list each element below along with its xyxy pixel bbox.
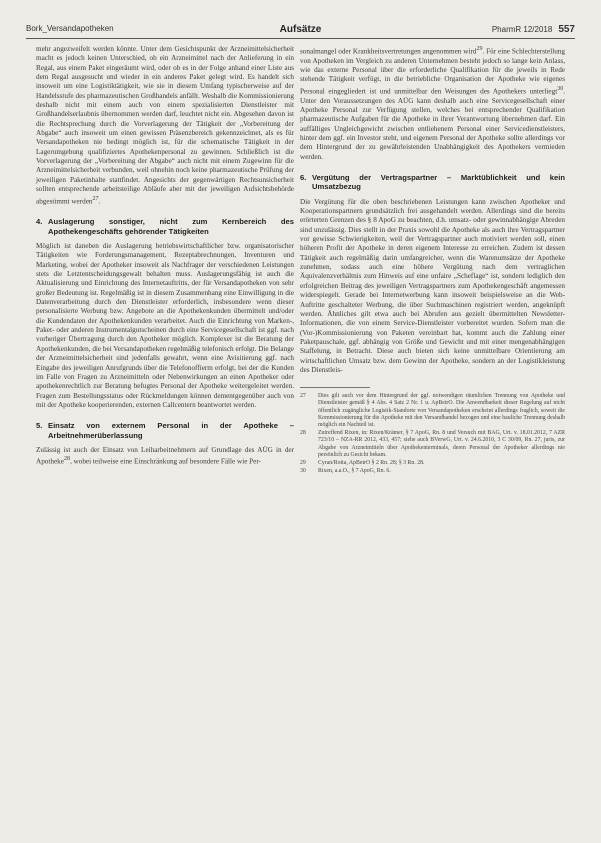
- footnote-number: 30: [300, 468, 306, 475]
- header-rule: [26, 38, 575, 39]
- footnote: [300, 468, 565, 475]
- footnote-text: Rixen, a.a.O., § 7 ApoG, Rn. 6.: [318, 468, 391, 475]
- section-heading-6: [300, 173, 565, 192]
- paragraph: [300, 45, 565, 162]
- right-column: [300, 45, 565, 476]
- footnote-number: 29: [300, 460, 306, 467]
- footnote-ref[interactable]: 27: [92, 195, 99, 202]
- section-heading-5: [36, 421, 294, 440]
- footnote-number: 27: [300, 393, 306, 400]
- paragraph: Die Vergütung für die oben beschriebenen Leistungen kann zwischen Apotheker und Kooperationspartnern grundsätzlich frei ausgehandelt werden. Allerdings sind die bereits erörterten Grenzen des § 8 ApoG zu beachten, d.h. umsatz- oder gewinnabhängige Abreden sind unzulässig. Dies stellt in der Praxis sowohl die Apotheke als auch ihre Vertragspartner vor gewisse Schwierigkeiten, weil der Vertragspartner auch motiviert werden soll, einen höheren Profit der Apotheke in deren eigenem Interesse zu erreichen. Zudem ist dessen Tätigkeit auch regelmäßig darin umfangreicher, wenn die Warenumsätze der Apotheke zunehmen, sodass auch eine höhere Vergütung nach dem vertraglichen Äquivalenzverhältnis zum Hinweis auf eine unfaire „Scheflage“ ist, sondern lediglich den erfolgreichen Beitrag des jeweiligen Vertragspartners zum Apothekengeschäft angemessen widerspiegelt. Gerade bei Internetwerbung kann insoweit beispielsweise an die Web-Auftritte geschalteter Werbung, die über Suchmaschinen registriert werden, angeknüpft werden. Ähnliches gilt etwa auch bei Abrufen aus gezielt übermittelten Newsletter-Informationen, die von einem Service-Dienstleister vorbereitet wurden. Sofern man die (Vor-)Kommissionierung von Paketen vereinbart hat, kommt auch die Zahlung einer Paketpauschale, ggf. abhängig von Größe und Gewicht und mit einer mengenabhängigen Staffelung, in Betracht. Diese auch bieten sich keine unmittelbare Orientierung am wirtschaftlichen Umsatz bzw. dem Gewinn der Apotheke, sondern an der Logistikleistung des Dienstleis-: [300, 197, 565, 374]
- paragraph-text: mehr angezweifelt werden könnte. Unter dem Gesichtspunkt der Arzneimittelsicherheit macht es jedoch keinen Unterschied, ob ein Arzneimittel nach der Anlieferung in ein Regal, aus einem Paket eingeräumt wird, oder ob es in der Folge anhand einer Liste aus dem Regal ausgesucht und wieder in ein anderes Paket gelegt wird. Es handelt sich insoweit um eine Logistiktätigkeit, wie sie in diesem Umfang typischerweise auf der Handelsstufe des pharmazeutischen Großhandels anfällt. Weshalb die Kommissionierung deshalb nicht mit einem auch von einem spezialisierten Dienstleister mit Großhandelserlaubnis übernommen werden darf, leuchtet nicht ein. Abgesehen davon ist die Rechtsprechung durch die Vorverlagerung der Tätigkeit der „Vorbereitung der Abgabe“ auch insoweit um einen gewissen Präsenzbereich gekennzeichnet, als es für Versandapotheken nie bedingt möglich ist, für die schematische Tätigkeit in der Lagerumgebung qualifiziertes Apothekenpersonal zu gewinnen. Schließlich ist die Vorverlagerung der „Vorbereitung der Abgabe“ auch nicht mit einem Zugewinn für die Arzneimittelsicherheit verbunden, weil ohnehin noch keine pharmazeutische Prüfung der jeweiligen Paketinhalte stattfindet. Angesichts der gegenwärtigen Rechtsunsicherheit sollten entsprechende arbeitsteilige Abläufe aber mit der jeweiligen Aufsichtsbehörde abgestimmt werden: [36, 45, 294, 205]
- section-title: Auslagerung sonstiger, nicht zum Kernbereich des Apothekengeschäfts gehörender Tätigkeiten: [48, 217, 294, 236]
- paragraph-text: Zulässig ist auch der Einsatz von Leiharbeitnehmern auf Grundlage des AÜG in der Apotheke: [36, 446, 294, 466]
- paragraph: Möglich ist daneben die Auslagerung betriebswirtschaftlicher bzw. organisatorischer Tätigkeiten wie Forderungsmanagement, Rezeptabrechnungen, Inventuren und Marketing, wobei der Apotheker insoweit als Nachfrager der verschiedenen Leistungen stets die Letztentscheidungsgewalt behalten muss. Auslagerungsfähig ist auch die Aktualisierung und Einrichtung des Internetauftritts, der für Versandapotheken von sehr großer Bedeutung ist. Regelmäßig ist in diesem Zusammenhang eine Einwilligung in die Datenverarbeitung durch den Dienstleister erforderlich, insbesondere wenn dieser personalisierte Werbung bzw. Angebote an die Apothekenkunden übermittelt und/oder die Kundendaten der Apothekenkunden verarbeitet. Auch die Einrichtung von Marken-, Paket- oder anderen Instrumentalgutscheinen durch eine Servicegesellschaft ist ggf. nach vorheriger Übertragung durch den Apotheker möglich. Komplexer ist die Beratung der Apothekenkunden, die bei Versandapotheken regelmäßig telefonisch erfolgt. Die Belange der Arzneimittelsicherheit sind jedenfalls gewahrt, wenn eine Avisitierung ggf. nach Eingabe des jeweiligen Anrufgrunds über die Telefonoffierm erfolgt, bei der die Kunden im Falle von Fragen zu Arzneimitteln oder Nebenwirkungen an einen Apotheker oder apothekenrechtlich zur Beratung befugtes Personal der Apotheke weitergeleitet werden. Fragen zum Bestellungsstatus oder Rückmeldungen können dementgegenüber auch von mit der Apotheke kooperierenden, externen Callcentern beantwortet werden.: [36, 242, 294, 409]
- footnote-ref[interactable]: 30: [557, 85, 564, 92]
- footnote-number: 28: [300, 430, 306, 437]
- footnote-text: Cyran/Rotta, ApBetrO § 2 Rn. 28; § 3 Rn. 28.: [318, 460, 425, 467]
- section-title: Vergütung der Vertragspartner – Marktüblichkeit und kein Umsatzbezug: [312, 172, 565, 192]
- journal-issue: PharmR 12/2018: [491, 25, 553, 34]
- paragraph-text: sonalmangel oder Krankheitsvertretungen angenommen wird: [300, 47, 477, 56]
- footnote-rule: [300, 387, 370, 388]
- footnote-ref[interactable]: 29: [476, 46, 483, 52]
- header-journal: [492, 24, 575, 35]
- footnote: [300, 430, 565, 459]
- section-number: 6.: [300, 172, 307, 182]
- paragraph-text: , wobei teilweise eine Einschränkung auf besondere Fälle wie Per-: [69, 457, 262, 466]
- footnote: [300, 393, 565, 429]
- left-column: [36, 45, 294, 467]
- running-header: [26, 24, 575, 38]
- section-number: 5.: [36, 421, 43, 431]
- section-number: 4.: [36, 217, 43, 227]
- paragraph-text: . Für eine Schlechterstellung von Apotheken im Vergleich zu anderen Unternehmen besteht jedoch so lange kein Anlass, wie das externe Personal über die erforderliche Qualifikation für die jeweils in Rede stehende Tätigkeit verfügt, in die betriebliche Organisation der Apotheke wie eigenes Personal eingegliedert ist und unmittelbar den Weisungen des Apothekers unterliegt: [300, 47, 565, 96]
- paragraph: mehr angezweifelt werden könnte. Unter dem Gesichtspunkt der Arzneimittelsicherheit macht es jedoch keinen Unterschied, ob ein Arzneimittel nach der Anlieferung in ein Regal, aus einem Paket eingeräumt wird, oder ob es in der Folge anhand einer Liste aus dem Regal ausgesucht und wieder in ein anderes Paket gelegt wird. Es handelt sich insoweit um eine Logistiktätigkeit, wie sie in diesem Umfang typischerweise auf der Handelsstufe des pharmazeutischen Großhandels anfällt. Weshalb die Kommissionierung deshalb nicht mit einem auch von einem spezialisierten Dienstleister mit Großhandelserlaubnis übernommen werden darf, leuchtet nicht ein. Abgesehen davon ist die Rechtsprechung durch die Vorverlagerung der Tätigkeit der „Vorbereitung der Abgabe“ auch insoweit um einen gewissen Präsenzbereich gekennzeichnet, als es für Versandapotheken nie bedingt möglich ist, für die schematische Tätigkeit in der Lagerumgebung qualifiziertes Apothekenpersonal zu gewinnen. Schließlich ist die Vorverlagerung der „Vorbereitung der Abgabe“ auch nicht mit einem Zugewinn für die Arzneimittelsicherheit verbunden, weil ohnehin noch keine pharmazeutische Prüfung der jeweiligen Paketinhalte stattfindet. Angesichts der gegenwärtigen Rechtsunsicherheit sollten entsprechende arbeitsteilige Abläufe aber mit der jeweiligen Aufsichtsbehörde abgestimmt werden$^{27}$.: [36, 45, 294, 205]
- page-number: 557: [558, 24, 575, 35]
- footnotes: [300, 393, 565, 475]
- header-section: Aufsätze: [279, 24, 322, 35]
- header-author: Bork_Versandapotheken: [26, 24, 114, 33]
- paragraph: [36, 446, 294, 467]
- footnote: [300, 460, 565, 467]
- paragraph-text: . Unter den Voraussetzungen des AÜG kann deshalb auch eine Servicegesellschaft einer Apotheke Personal zur Verfügung stellen, welches bei entsprechender Qualifikation pharmazeutische Aufgaben für die Apotheke in ihrer Verantwortung übernehmen darf. Ein auffälliges Ungleichgewicht zwischen entliehenem Personal einer Servicedienstleisters, hinter dem ggf. ein Investor steht, und eigenem Personal der Apotheke sollte allerdings vor dem Hintergrund der zu gewährleistenden Unabhängigkeit des Apothekers vermieden werden.: [300, 87, 565, 161]
- footnote-text: Zutreffend Rixen, in: Rixen/Krämer, § 7 ApoG, Rn. 8 und Versuch mit BAG, Urt. v. 18.01.2012, 7 AZR 723/10 – NZA-RR 2012, 433, 457; siehe auch BVerwG, Urt. v. 24.6.2010, 3 C 30/09, Rn. 27, juris, zur Abgabe von Arzneimitteln über Apothekenterminals, deren Personal der Apotheker allerdings nie persönlich zu Gesicht bekam.: [318, 430, 565, 458]
- section-title: Einsatz von externem Personal in der Apotheke – Arbeitnehmerüberlassung: [48, 421, 294, 440]
- footnote-text: Dies gilt auch vor dem Hintergrund der ggf. notwendigen räumlichen Trennung von Apotheke und Dienstleister gemäß § 4 Abs. 4 Satz 2 Nr. 1 u. ApBetrO. Die Anwendbarkeit dieser Regelung auf nicht öffentlich zugängliche Logistik-Standorte von Versandapotheken erscheint allerdings fraglich, soweit die Kommissionierung für die Apotheke mit den Versandhandel bezogen und eine bauliche Trennung deshalb möglich ein Nachteil ist.: [318, 393, 565, 429]
- section-heading-4: [36, 217, 294, 236]
- footnote-ref[interactable]: 28: [63, 456, 70, 463]
